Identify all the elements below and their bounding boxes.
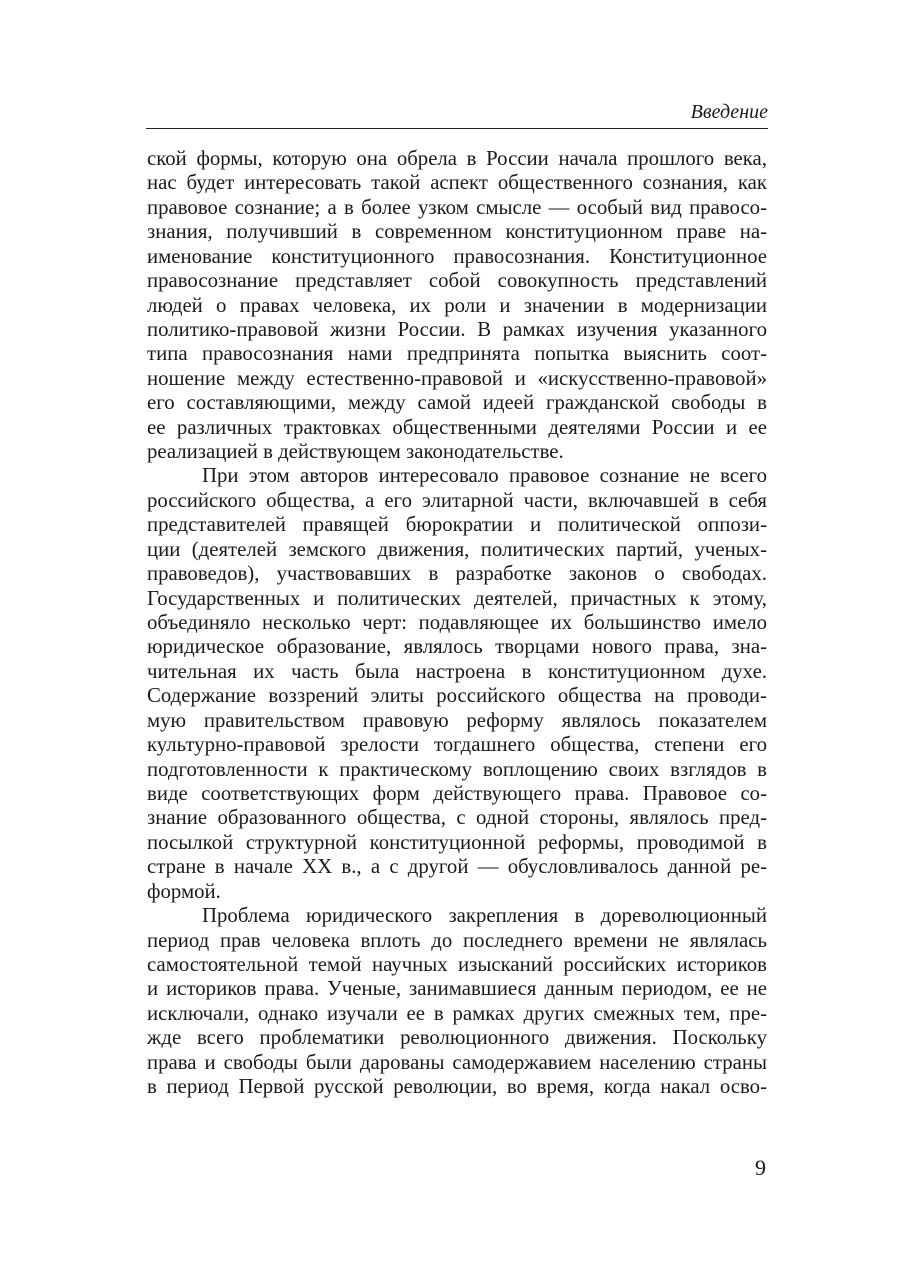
text-line: жде всего проблематики революционного движения. Поскольку [147,1026,767,1050]
text-line: правоведов), участвовавших в разработке законов о свободах. [147,562,767,586]
text-line: мую правительством правовую реформу являлось показателем [147,708,767,732]
text-line: людей о правах человека, их роли и значении в модернизации [147,293,767,317]
text-line: юридическое образование, являлось творцами нового права, зна- [147,635,767,659]
text-line: виде соответствующих форм действующего права. Правовое со- [147,781,767,805]
text-line: ции (деятелей земского движения, политических партий, ученых- [147,537,767,561]
body-text [147,147,767,1099]
text-line: формой. [147,879,221,903]
text-line: в период Первой русской революции, во время, когда накал осво- [147,1075,767,1099]
header-rule [146,128,768,129]
text-line: знание образованного общества, с одной стороны, являлось пред- [147,806,767,830]
text-line: типа правосознания нами предпринята попытка выяснить соот- [147,342,767,366]
running-head: Введение [690,101,768,123]
text-line: подготовленности к практическому воплощению своих взглядов в [147,757,767,781]
text-line: самостоятельной темой научных изысканий российских историков [147,952,767,976]
text-line: нас будет интересовать такой аспект общественного сознания, как [147,171,767,195]
text-line: Содержание воззрений элиты российского общества на проводи- [147,684,767,708]
text-line: ношение между естественно-правовой и «искусственно-правовой» [147,366,767,390]
text-line: стране в начале XX в., а с другой — обусловливалось данной ре- [147,855,767,879]
text-line: чительная их часть была настроена в конституционном духе. [147,659,767,683]
text-line: посылкой структурной конституционной реформы, проводимой в [147,830,767,854]
text-line: ее различных трактовках общественными деятелями России и ее [147,415,767,439]
text-line: права и свободы были дарованы самодержавием населению страны [147,1050,767,1074]
text-line: российского общества, а его элитарной части, включавшей в себя [147,488,767,512]
text-line: При этом авторов интересовало правовое сознание не всего [202,464,767,488]
text-line: культурно-правовой зрелости тогдашнего общества, степени его [147,733,767,757]
text-line: и историков права. Ученые, занимавшиеся данным периодом, ее не [147,977,767,1001]
text-line: правовое сознание; а в более узком смысле — особый вид правосо- [147,195,767,219]
text-line: именование конституционного правосознания. Конституционное [147,244,767,268]
text-line: исключали, однако изучали ее в рамках других смежных тем, пре- [147,1001,767,1025]
text-line: Государственных и политических деятелей, причастных к этому, [147,586,767,610]
text-line: его составляющими, между самой идеей гражданской свободы в [147,391,767,415]
page-number: 9 [755,1155,766,1180]
text-line: объединяло несколько черт: подавляющее их большинство имело [147,611,767,635]
text-line: политико-правовой жизни России. В рамках изучения указанного [147,317,767,341]
text-line: знания, получивший в современном конституционном праве на- [147,220,767,244]
text-line: правосознание представляет собой совокупность представлений [147,269,767,293]
text-line: Проблема юридического закрепления в дореволюционный [202,904,767,928]
text-line: представителей правящей бюрократии и политической оппози- [147,513,767,537]
text-line: период прав человека вплоть до последнего времени не являлась [147,928,767,952]
text-line: ской формы, которую она обрела в России начала прошлого века, [147,147,767,170]
text-line: реализацией в действующем законодательстве. [147,440,564,464]
